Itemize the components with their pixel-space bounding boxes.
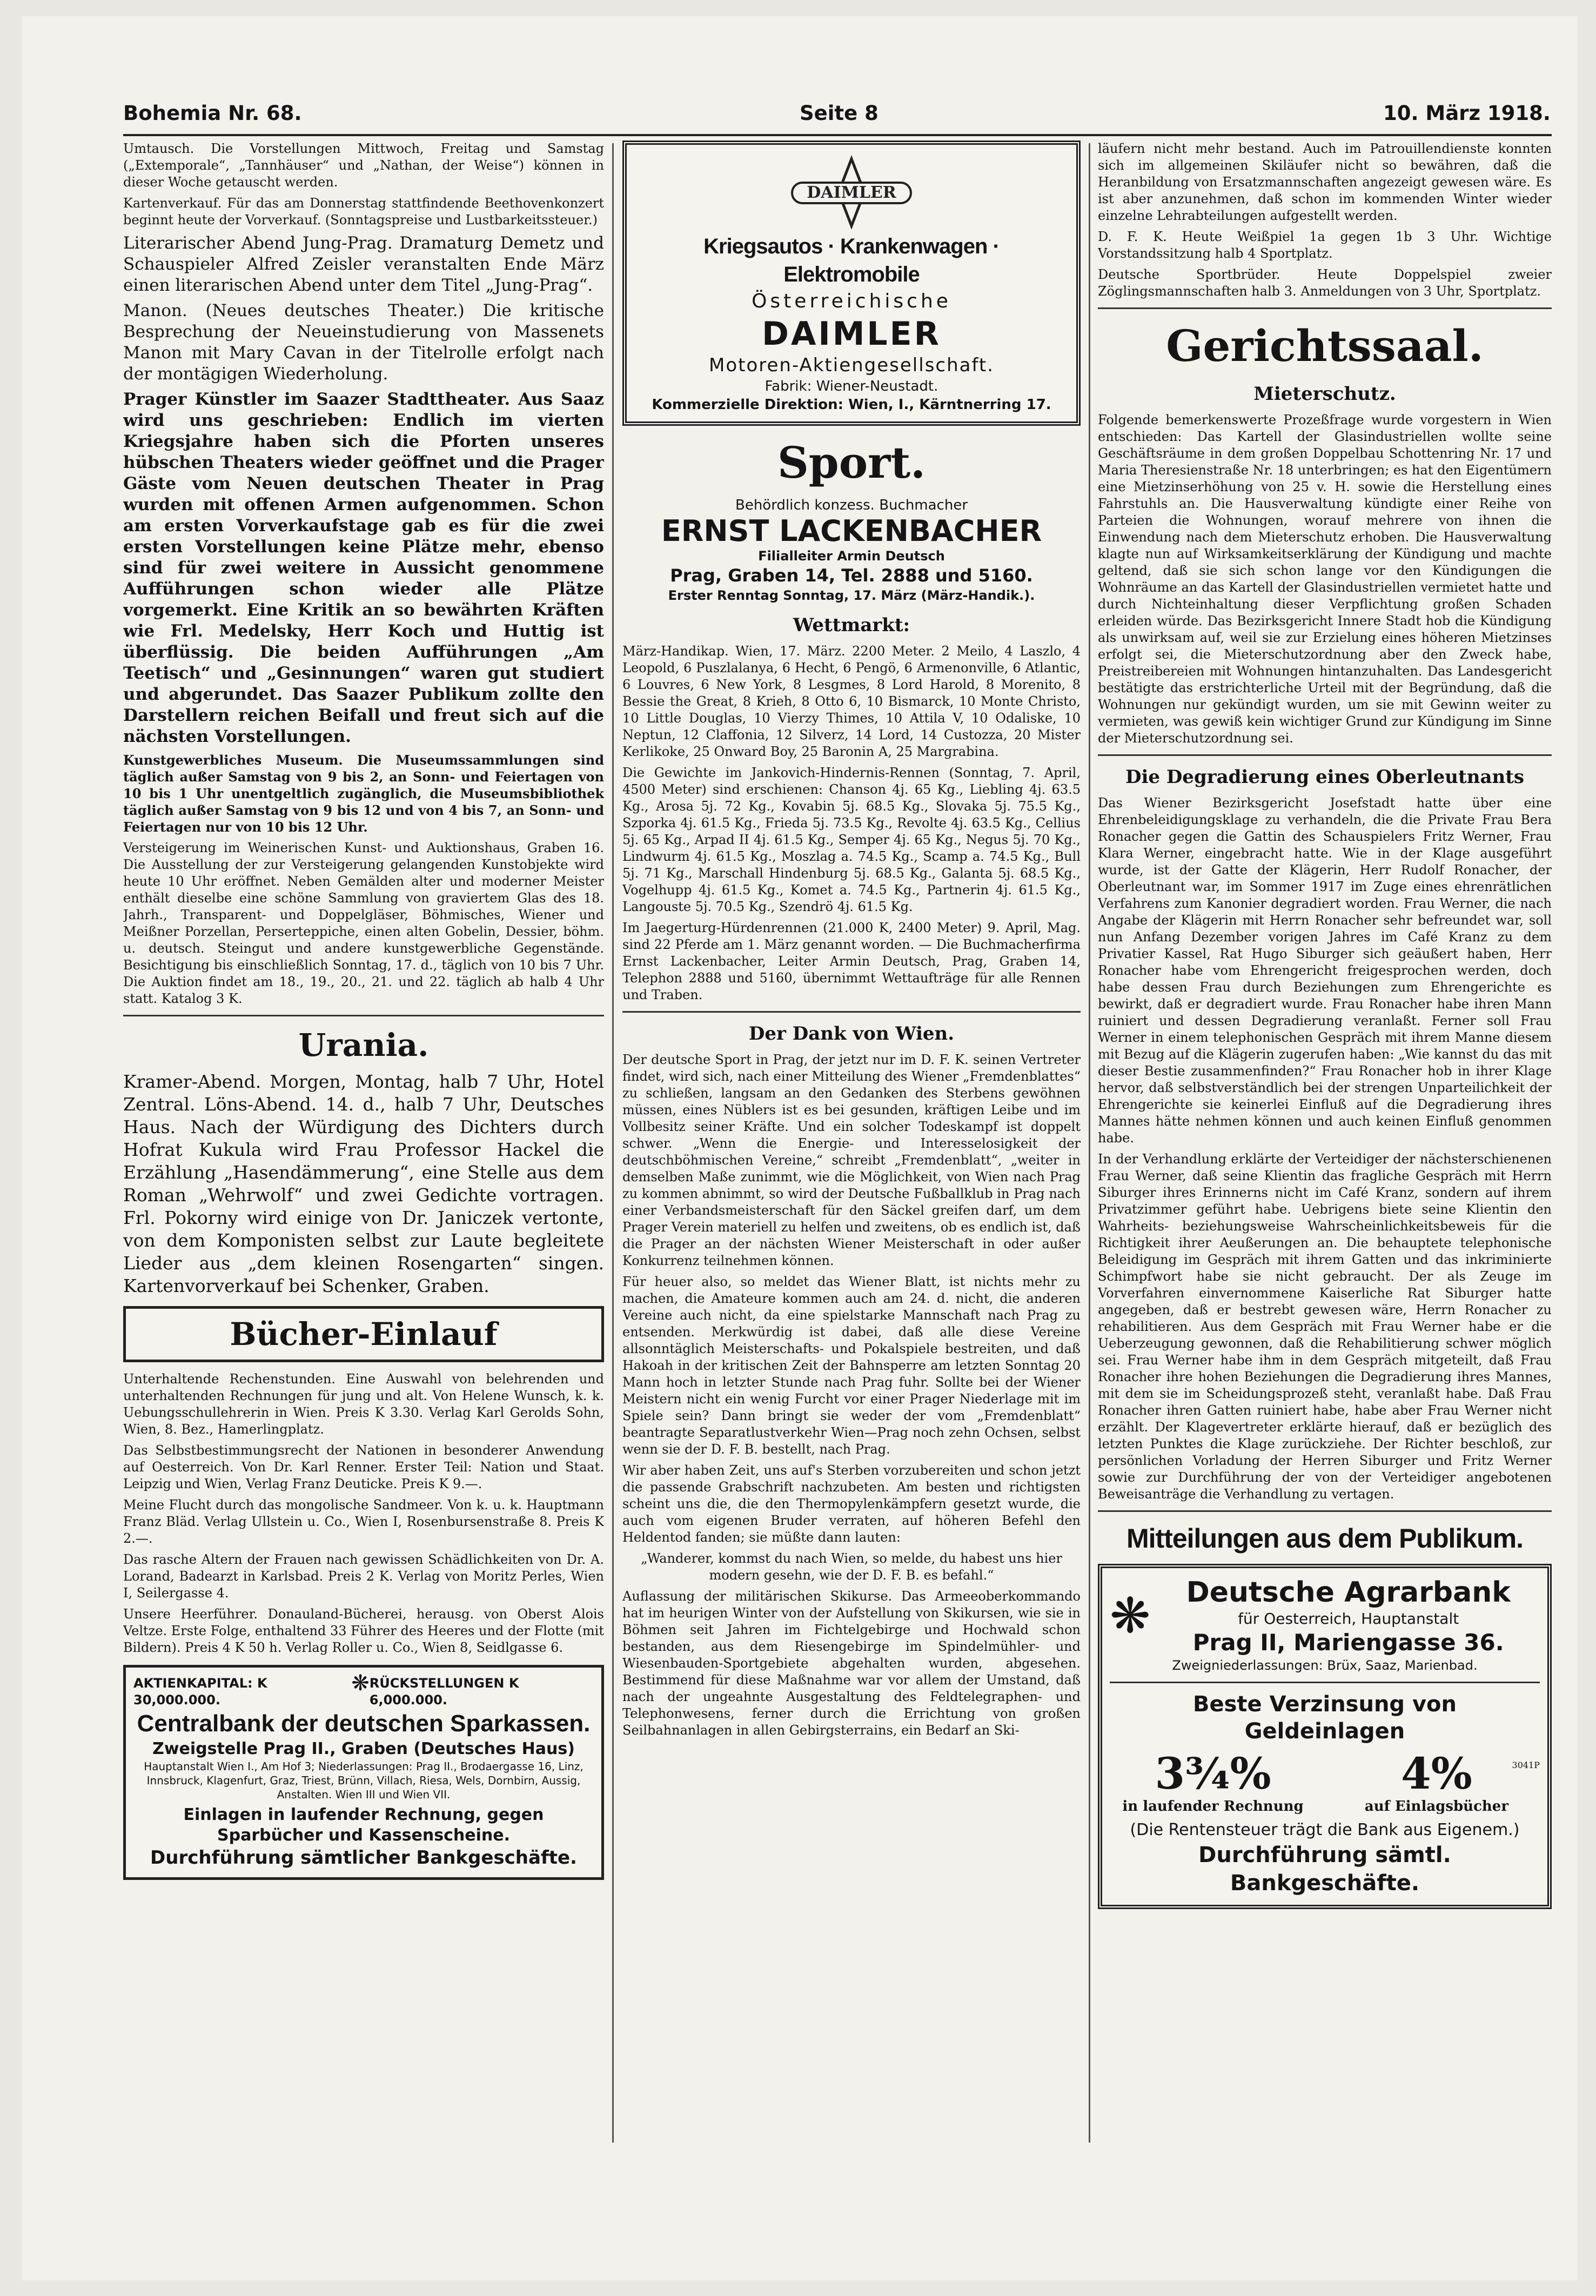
article-kartenverkauf: Kartenverkauf. Für das am Donnerstag stattfindende Beethovenkonzert beginnt heute der Vorverkauf. (Sonntagspreise und Lustbarkeitssteuer.) xyxy=(123,196,604,227)
daimler-ad xyxy=(622,140,1081,426)
daimler-logo-text: DAIMLER xyxy=(807,183,896,202)
mitteilungen-heading: Mitteilungen aus dem Publikum. xyxy=(1126,1523,1523,1554)
bank-anstalten: Hauptanstalt Wien I., Am Hof 3; Niederlassungen: Prag II., Brodaergasse 16, Linz, Innsbruck, Klagenfurt, Graz, Triest, Brünn, Villach, Riesa, Wels, Dornbirn, Aussig, Anstalten. Wien III und Wien VII. xyxy=(144,1760,584,1801)
article-kunstgewerbliches-museum: Kunstgewerbliches Museum. Die Museumssammlungen sind täglich außer Samstag von 9 bis 2, an Sonn- und Feiertagen von 10 bis 1 Uhr unentgeltlich zugänglich, die Museumsbibliothek täglich außer Samstag von 9 bis 12 und von 4 bis 7, an Sonn- und Feiertagen nur von 10 bis 12 Uhr. xyxy=(123,752,604,835)
sport-heading: Sport. xyxy=(777,437,926,488)
agrar-rate1-label: in laufender Rechnung xyxy=(1122,1798,1304,1815)
gerichtssaal-heading: Gerichtssaal. xyxy=(1166,320,1484,371)
article-mieterschutz: Folgende bemerkenswerte Prozeßfrage wurde vorgestern in Wien entschieden: Das Kartell der Glasindustriellen wollte seine Geschäftsräume in dem großen Doppelbau Schottenring Nr. 17 und Maria Theresienstraße Nr. 18 unterbringen; es hat den Eigentümern eine Mietzinserhöhung von 25 v. H. sowie die Herstellung eines Fahrstuhls an. Die Hausverwaltung kündigte einer Reihe von Parteien die Wohnungen, worauf mehrere von ihnen die Einwendung nach dem Mieterschutz erhoben. Die Hausverwaltung klagte nun auf Wirksamkeitserklärung der Kündigung und machte geltend, daß sie sich schon lange vor den Kündigungen die Wohnräume an das Kartell der Glasindustriellen vermietet hatte und durch Nichteinhaltung dieser Verpflichtung großen Schaden erleiden würde. Das Bezirksgericht Innere Stadt hob die Kündigung als unwirksam auf, weil sie zur Erzielung eines höheren Mietzinses erfolgt sei, die Mieterschutzordnung aber den Zweck habe, Preistreibereien mit Wohnungen hintanzuhalten. Das Landesgericht bestätigte das erstrichterliche Urteil mit der Begründung, daß die Wohnungen nur gekündigt wurden, um sie mit Gewinn weiter zu vermieten, was gewiß kein wichtiger Grund zur Kündigung im Sinne der Mieterschutzordnung sei. xyxy=(1098,412,1552,746)
divider xyxy=(123,1015,604,1016)
article-dank-2: Für heuer also, so meldet das Wiener Blatt, ist nichts mehr zu machen, die Amateure kommen auch am 24. d. nicht, die anderen Vereine auch nicht, da eine spielstarke Mannschaft nach Prag zu entsenden. Merkwürdig ist dabei, daß alle diese Vereine allsonntäglich Meisterschafts- und Pokalspiele bestreiten, und daß Hakoah in der kritischen Zeit der Bahnsperre am letzten Sonntag 20 Mann hoch in letzter Stunde nach Prag fuhr. Sollte bei der Wiener Meistern nicht ein wenig Furcht vor einer Prager Niederlage mit im Spiele sein? Dann bringt sie weder der vom „Fremdenblatt“ beantragte Separatlustverkehr Wien—Prag noch zehn Ochsen, selbst wenn sie der D. F. B. bestellt, nach Prag. xyxy=(622,1274,1081,1457)
lack-line3: Filialleiter Armin Deutsch xyxy=(758,548,945,564)
lack-line5: Erster Renntag Sonntag, 17. März (März-Handik.). xyxy=(668,588,1035,603)
agrar-addr: Prag II, Mariengasse 36. xyxy=(1192,1629,1504,1656)
lack-line2: ERNST LACKENBACHER xyxy=(661,514,1042,548)
agrar-name: Deutsche Agrarbank xyxy=(1186,1576,1511,1609)
agrar-durch: Durchführung sämtl. Bankgeschäfte. xyxy=(1198,1843,1451,1896)
buecher-einlauf-box xyxy=(123,1306,604,1362)
mieterschutz-heading: Mieterschutz. xyxy=(1253,383,1396,405)
article-prager-kuenstler: Prager Künstler im Saazer Stadttheater. Aus Saaz wird uns geschrieben: Endlich im vierten Kriegsjahre haben sich die Pforten unseres hübschen Theaters wieder geöffnet und die Prager Gäste vom Neuen deutschen Theater in Prag wurden mit offenen Armen aufgenommen. Schon am ersten Vorverkaufstage gab es für die zwei ersten Vorstellungen keine Plätze mehr, ebenso sind für zwei weitere in Aussicht genommene Aufführungen schon wieder alle Plätze vorgemerkt. Eine Kritik an so bewährten Kräften wie Frl. Medelsky, Herr Koch und Huttig ist überflüssig. Die beiden Aufführungen „Am Teetisch“ und „Gesinnungen“ waren gut studiert und abgerundet. Das Saazer Publikum zollte den Darstellern reichen Beifall und freut sich auf die nächsten Vorstellungen. xyxy=(123,390,604,746)
article-wettmarkt: März-Handikap. Wien, 17. März. 2200 Meter. 2 Meilo, 4 Laszlo, 4 Leopold, 6 Puszlalanya, 6 Hecht, 6 Pengö, 6 Armenonville, 6 Atlantic, 6 Louvres, 6 New York, 8 Lesgmes, 8 Lord Harold, 8 Morenito, 8 Bessie the Great, 8 Krieh, 8 Otto 6, 10 Bismarck, 10 Monte Christo, 10 Little Douglas, 10 Vierzy Thimes, 10 Attila V, 10 Odaliske, 10 Neptun, 12 Claffonia, 12 Silverz, 14 Lord, 14 Custozza, 20 Mister Kerlikoke, 25 Onward Boy, 25 Baronin A, 25 Margrabina. xyxy=(622,644,1081,759)
divider xyxy=(1098,1510,1552,1512)
article-gewichte: Die Gewichte im Jankovich-Hindernis-Rennen (Sonntag, 7. April, 4500 Meter) sind erschienen: Chanson 4j. 65 Kg., Liebling 4j. 63.5 Kg., Arosa 5j. 72 Kg., Kovabin 5j. 68.5 Kg., Slovaka 5j. 75.5 Kg., Szporka 4j. 61.5 Kg., Frieda 5j. 73.5 Kg., Revolte 4j. 63.5 Kg., Cellius 5j. 65 Kg., Arpad II 4j. 61.5 Kg., Semper 4j. 65 Kg., Negus 5j. 70 Kg., Lindwurm 4j. 61.5 Kg., Moszlag a. 74.5 Kg., Scamp a. 74.5 Kg., Bull 5j. 71 Kg., Marschall Hindenburg 5j. 68.5 Kg., Galanta 5j. 68.5 Kg., Vogelhupp 4j. 61.5 Kg., Komet a. 74.5 Kg., Partnerin 4j. 61.5 Kg., Langouste 5j. 70.5 Kg., Szendrö 4j. 61.5 Kg. xyxy=(622,765,1081,914)
divider xyxy=(1098,307,1552,309)
agrar-rate1: 3¾% xyxy=(1155,1748,1271,1799)
dank-heading: Der Dank von Wien. xyxy=(748,1023,955,1045)
agrar-sub: für Oesterreich, Hauptanstalt xyxy=(1238,1610,1459,1628)
eagle-crest-icon: ❋ xyxy=(351,1671,370,1696)
article-literarischer-abend: Literarischer Abend Jung-Prag. Dramaturg Demetz und Schauspieler Alfred Zeisler veranstalten Ende März einen literarischen Abend unter dem Titel „Jung-Prag“. xyxy=(123,233,604,295)
divider xyxy=(1098,754,1552,756)
agrar-code: 3041P xyxy=(1512,1760,1540,1770)
daimler-star-logo xyxy=(770,155,933,230)
column-rule-2 xyxy=(1089,143,1090,2143)
article-dfk: D. F. K. Heute Weißpiel 1a gegen 1b 3 Uhr. Wichtige Vorstandssitzung halb 4 Sportplatz. xyxy=(1098,229,1552,261)
urania-heading: Urania. xyxy=(298,1027,429,1063)
column-rule-1 xyxy=(612,143,614,2143)
book-entry: Unterhaltende Rechenstunden. Eine Auswahl von belehrenden und unterhaltenden Rechnungen für jung und alt. Von Helene Wunsch, k. k. Uebungsschullehrerin in Wien. Preis K 3.30. Verlag Karl Gerolds Sohn, Wien, 8. Bez., Hamerlingplatz. xyxy=(123,1371,604,1437)
daimler-line1: Kriegsautos · Krankenwagen · Elektromobile xyxy=(703,235,1000,286)
daimler-line4: Motoren-Aktiengesellschaft. xyxy=(708,354,994,376)
header-center: Seite 8 xyxy=(800,102,879,125)
article-auflassung-skikurse: Auflassung der militärischen Skikurse. Das Armeeoberkommando hat im heurigen Winter von der Aufstellung von Skikursen, wie sie in Böhmen seit Jahren im Fichtelgebirge und Hochwald schon bestanden, aus dem Riesengebirge im Spindelmühler- und Wiesenbauden-Sportgebiete abgehalten wurden, abgesehen. Bestimmend für diese Maßnahme war vor allem der Umstand, daß nach der ungeahnte Ausgestaltung des Feldtelegraphen- und Telephonwesens, ferner durch die Errichtung von großen Seilbahnanlagen in allen Gebirgsterrains, ein Bedarf an Ski- xyxy=(622,1589,1081,1738)
agrar-steuer: (Die Rentensteuer trägt die Bank aus Eigenem.) xyxy=(1130,1820,1520,1839)
lackenbacher-ad xyxy=(622,496,1081,604)
article-skilaeufer-cont: läufern nicht mehr bestand. Auch im Patrouillendienste konnten sich im allgemeinen Skiläufer nicht so bewähren, daß die Heranbildung von Ersatzmannschaften angezeigt gewesen wäre. Es ist aber anzunehmen, daß schon im kommenden Winter wieder einzelne Lehrabteilungen aufgestellt werden. xyxy=(1098,141,1552,223)
wettmarkt-heading: Wettmarkt: xyxy=(793,614,910,636)
article-manon: Manon. (Neues deutsches Theater.) Die kritische Besprechung der Neueinstudierung von Massenets Manon mit Mary Cavan in der Titelrolle erfolgt nach der montägigen Wiederholung. xyxy=(123,301,604,384)
daimler-line6: Kommerzielle Direktion: Wien, I., Kärntnerring 17. xyxy=(652,397,1051,413)
centralbank-ad xyxy=(123,1665,604,1880)
daimler-line3: DAIMLER xyxy=(762,315,941,353)
column-2 xyxy=(622,140,1081,1743)
column-1 xyxy=(123,140,604,1889)
bank-aktienkapital: AKTIENKAPITAL: K 30,000.000. xyxy=(133,1676,267,1708)
column-3 xyxy=(1098,140,1552,1918)
bank-durchfuehrung: Durchführung sämtlicher Bankgeschäfte. xyxy=(150,1847,577,1869)
agrar-rate2-label: auf Einlagsbücher xyxy=(1364,1798,1509,1815)
article-degradierung-2: In der Verhandlung erklärte der Verteidiger der nächsterschienenen Frau Werner, daß seine Klientin das fragliche Gespräch mit Herrn Siburger ihres Erinnerns nicht im Café Kranz, sondern auf ihrem Privatzimmer geführt habe. Uebrigens biete seine Klientin den Wahrheits- beziehungsweise Wahrscheinlichkeitsbeweis für die Richtigkeit ihrer Aeußerungen an. Die behauptete telephonische Beleidigung im Gespräch mit ihrem Gatten und das inkriminierte Schimpfwort habe sie nicht gebraucht. Der als Zeuge im Vorverfahren einvernommene Kaiserliche Rat Siburger hatte angegeben, daß er bestrebt gewesen wäre, Herrn Ronacher zu rehabilitieren. Aus dem Gespräch mit Frau Werner habe er die Ueberzeugung gewonnen, daß die Rehabilitierung schwer möglich sei. Frau Werner habe ihm in dem Gespräch mitgeteilt, daß Frau Ronacher ihre hohen Beziehungen die Degradierung ihres Mannes, mit dem sie im Scheidungsprozeß steht, veranlaßt habe. Daß Frau Ronacher ihren Gatten ruiniert habe, habe aber Frau Werner nicht erzählt. Der Klagevertreter erklärte hierauf, daß er bezüglich des letzten Punktes die Klage zurückziehe. Der Richter beschloß, zur persönlichen Vorladung der Herren Siburger und Fritz Werner sowie zur Durchführung der von der Verteidiger angebotenen Beweisanträge die Verhandlung zu vertagen. xyxy=(1098,1152,1552,1502)
article-umtausch: Umtausch. Die Vorstellungen Mittwoch, Freitag und Samstag („Extemporale“, „Tannhäuser“ und „Nathan, der Weise“) können in dieser Woche getauscht werden. xyxy=(123,141,604,190)
divider xyxy=(622,1011,1081,1013)
book-entry: Das rasche Altern der Frauen nach gewissen Schädlichkeiten von Dr. A. Lorand, Badearzt in Karlsbad. Preis 2 K. Verlag von Moritz Perles, Wien I, Seilergasse 4. xyxy=(123,1552,604,1601)
header-rule xyxy=(123,134,1552,136)
book-entry: Das Selbstbestimmungsrecht der Nationen in besonderer Anwendung auf Oesterreich. Von Dr. Karl Renner. Erster Teil: Nation und Staat. Leipzig und Wien, Verlag Franz Deuticke. Preis K 9.—. xyxy=(123,1443,604,1491)
agrar-rate2: 4% xyxy=(1401,1748,1472,1799)
header-left: Bohemia Nr. 68. xyxy=(123,102,302,125)
buecher-heading: Bücher-Einlauf xyxy=(230,1316,498,1353)
article-versteigerung: Versteigerung im Weinerischen Kunst- und Auktionshaus, Graben 16. Die Ausstellung der zur Versteigerung gelangenden Kunstobjekte wird heute 10 Uhr eröffnet. Neben Gemälden alter und moderner Meister enthält dieselbe eine schöne Sammlung von graviertem Glas des 18. Jahrh., Transparent- und Doppelgläser, Böhmisches, Wiener und Meißner Porzellan, Perserteppiche, einen alten Gobelin, Dessier, böhm. u. deutsch. Steingut und andere kunstgewerbliche Gegenstände. Besichtigung bis einschließlich Sonntag, 17. d., täglich von 10 bis 7 Uhr. Die Auktion findet am 18., 19., 20., 21. und 22. täglich ab halb 4 Uhr statt. Katalog 3 K. xyxy=(123,840,604,1006)
article-dank-3: Wir aber haben Zeit, uns auf's Sterben vorzubereiten und schon jetzt die passende Grabschrift nachzubeten. Am besten und richtigsten scheint uns die, die den Thermopylenkämpfern gesetzt wurde, die auch vom eigenen Bruder verraten, auf höheren Befehl den Heldentod fanden; sie müßte dann lauten: xyxy=(622,1463,1081,1545)
bank-einlagen: Einlagen in laufender Rechnung, gegen Sparbücher und Kassenscheine. xyxy=(183,1805,544,1845)
article-sportbrueder: Deutsche Sportbrüder. Heute Doppelspiel zweier Zöglingsmannschaften halb 3. Anmeldungen von 3 Uhr, Sportplatz. xyxy=(1098,267,1552,299)
degradierung-heading: Die Degradierung eines Oberleutnants xyxy=(1125,766,1525,788)
bank-name: Centralbank der deutschen Sparkassen. xyxy=(137,1710,591,1737)
divider xyxy=(1110,1682,1540,1683)
daimler-line5: Fabrik: Wiener-Neustadt. xyxy=(765,378,938,394)
book-entry: Unsere Heerführer. Donauland-Bücherei, herausg. von Oberst Alois Veltze. Erste Folge, enthaltend 33 Führer des Heeres und der Flotte (mit Bildern). Preis 4 K 50 h. Verlag Roller u. Co., Wien 8, Seidlgasse 6. xyxy=(123,1606,604,1655)
agrar-best: Beste Verzinsung von Geldeinlagen xyxy=(1192,1692,1457,1744)
bank-ruecklagen: RÜCKSTELLUNGEN K 6,000.000. xyxy=(369,1676,519,1708)
lack-line4: Prag, Graben 14, Tel. 2888 und 5160. xyxy=(670,565,1033,586)
bank-zweigstelle: Zweigstelle Prag II., Graben (Deutsches Haus) xyxy=(152,1739,575,1758)
agrar-zweig: Zweigniederlassungen: Brüx, Saaz, Marienbad. xyxy=(1172,1658,1478,1673)
article-dank-1: Der deutsche Sport in Prag, der jetzt nur im D. F. K. seinen Vertreter findet, wird sich, nach einer Mitteilung des Wiener „Fremdenblattes“ zu schließen, langsam an den Gedanken des Sterbens gewöhnen müssen, eines Nüblers ist es bei gesunden, kräftigen Leibe und im Vollbesitz seiner Kräfte. Und ein solcher Todeskampf ist doppelt schwer. „Wenn die Energie- und Interesselosigkeit der deutschböhmischen Vereine,“ schreibt „Fremdenblatt“, „weiter in demselben Maße zunimmt, wie die Möglichkeit, von Wien nach Prag zu kommen abnimmt, so wird der Deutsche Fußballklub in Prag nach einer Verbandsmeisterschaft für den Säckel greifen darf, um dem Prager Verein materiell zu helfen und zweitens, ob es endlich ist, daß die Prager an der nächsten Wiener Meisterschaft in oder außer Konkurrenz teilnehmen können. xyxy=(622,1052,1081,1268)
article-dank-4: „Wanderer, kommst du nach Wien, so melde, du habest uns hier modern gesehn, wie der D. F. B. es befahl.“ xyxy=(641,1551,1062,1583)
book-entry: Meine Flucht durch das mongolische Sandmeer. Von k. u. k. Hauptmann Franz Bläd. Verlag Ullstein u. Co., Wien I, Rosenbursenstraße 8. Preis K 2.—. xyxy=(123,1497,604,1546)
eagle-crest-icon: ❋ xyxy=(1110,1588,1151,1644)
article-jaegerhuerden: Im Jaegerturg-Hürdenrennen (21.000 K, 2400 Meter) 9. April, Mag. sind 22 Pferde am 1. März genannt worden. — Die Buchmacherfirma Ernst Lackenbacher, Leiter Armin Deutsch, Prag, Graben 14, Telephon 2888 und 5160, übernimmt Wettaufträge für alle Rennen und Traben. xyxy=(622,920,1081,1002)
article-degradierung-1: Das Wiener Bezirksgericht Josefstadt hatte über eine Ehrenbeleidigungsklage zu verhandeln, die die Private Frau Bera Ronacher gegen die Gattin des Schauspielers Fritz Werner, Frau Klara Werner, eingebracht hatte. Wie in der Klage ausgeführt wurde, ist der Gatte der Klägerin, Herr Rudolf Ronacher, der Oberleutnant war, im Sommer 1917 im Zuge eines ehrenrätlichen Verfahrens zum Kanonier degradiert worden. Frau Werner, die nach Angabe der Klägerin mit Herrn Ronacher sehr befreundet war, soll nun Anfang Dezember vorigen Jahres im Café Kranz zu dem Privatier Kassel, Rat Hugo Siburger sich geäußert haben, Herr Ronacher habe vom Ehrengericht freigesprochen werden, doch habe dessen Frau durch Beziehungen zum Ehrengerichte es bewirkt, daß er degradiert wurde. Frau Ronacher habe ihren Mann ruiniert und dessen Degradierung veranlaßt. Ferner soll Frau Werner in einem telephonischen Gespräch mit ihrem Manne diesem mit Bezug auf die Klägerin zugerufen haben: „Wie kannst du das mit dieser Bestie zusammenfinden?“ Frau Ronacher hob in ihrer Klage hervor, daß selbstverständlich bei der strengen Unparteilichkeit der Ehrengerichte sie keinerlei Einfluß auf die Degradierung ihres Mannes hätte nehmen können und auch keinen Einfluß genommen habe. xyxy=(1098,795,1552,1146)
lack-line1: Behördlich konzess. Buchmacher xyxy=(735,497,968,513)
header-right: 10. März 1918. xyxy=(1383,102,1551,125)
article-urania: Kramer-Abend. Morgen, Montag, halb 7 Uhr, Hotel Zentral. Löns-Abend. 14. d., halb 7 Uhr, Deutsches Haus. Nach der Würdigung des Dichters durch Hofrat Kukula wird Frau Professor Hackel die Erzählung „Hasendämmerung“, eine Stelle aus dem Roman „Wehrwolf“ und zwei Gedichte vortragen. Frl. Pokorny wird einige von Dr. Janiczek vertonte, von dem Komponisten selbst zur Laute begleitete Lieder aus „dem kleinen Rosengarten“ singen. Kartenvorverkauf bei Schenker, Graben. xyxy=(123,1071,604,1296)
daimler-line2: Österreichische xyxy=(752,290,951,312)
newspaper-page xyxy=(22,16,1578,2280)
agrarbank-ad xyxy=(1098,1564,1552,1909)
